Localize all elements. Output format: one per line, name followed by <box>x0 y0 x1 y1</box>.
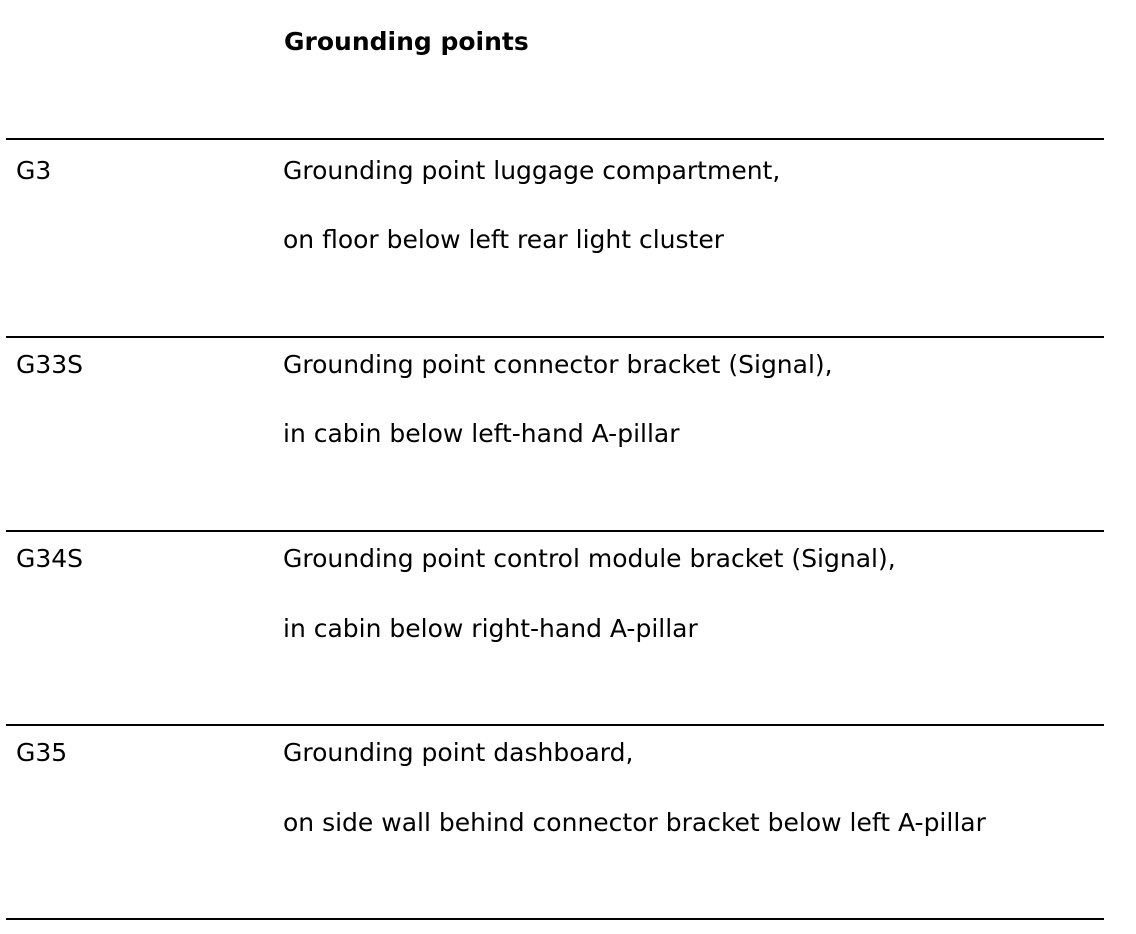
row-divider <box>6 530 1104 532</box>
ground-description-line2: on floor below left rear light cluster <box>283 225 725 254</box>
ground-code: G33S <box>16 350 84 379</box>
ground-description-line1: Grounding point dashboard, <box>283 738 634 767</box>
row-divider <box>6 138 1104 140</box>
ground-code: G3 <box>16 156 52 185</box>
page-title: Grounding points <box>284 27 529 56</box>
row-divider <box>6 724 1104 726</box>
ground-code: G35 <box>16 738 68 767</box>
ground-description-line2: on side wall behind connector bracket below left A-pillar <box>283 808 986 837</box>
ground-description-line2: in cabin below left-hand A-pillar <box>283 419 680 448</box>
ground-description-line1: Grounding point luggage compartment, <box>283 156 781 185</box>
ground-description-line1: Grounding point connector bracket (Signal), <box>283 350 833 379</box>
ground-description-line1: Grounding point control module bracket (Signal), <box>283 544 896 573</box>
ground-description-line2: in cabin below right-hand A-pillar <box>283 614 698 643</box>
row-divider <box>6 336 1104 338</box>
row-divider <box>6 918 1104 920</box>
ground-code: G34S <box>16 544 84 573</box>
